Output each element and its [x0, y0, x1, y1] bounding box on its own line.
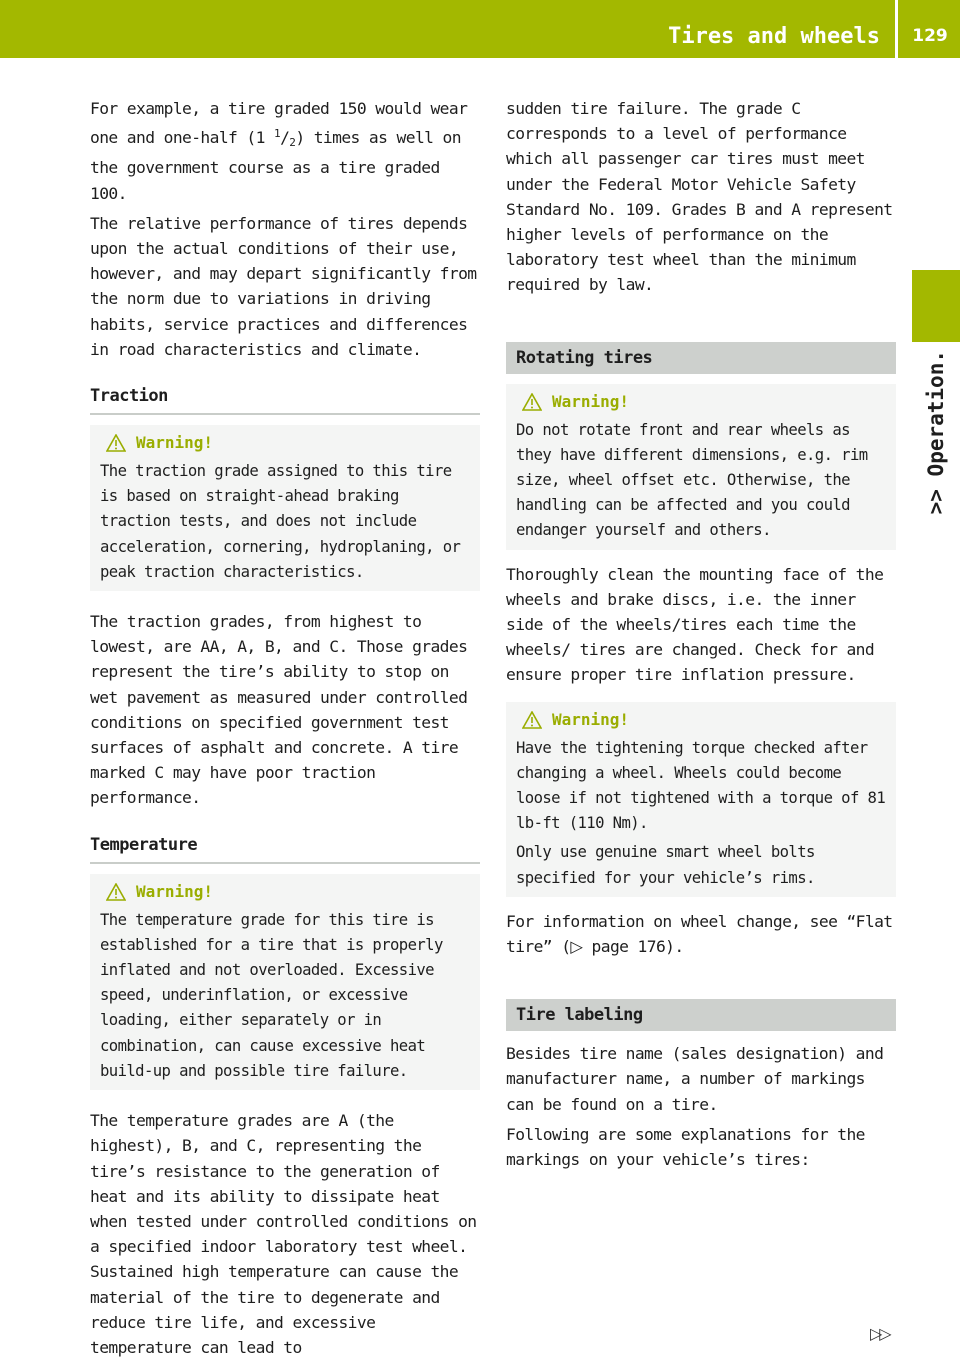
torque-warning-text: Have the tightening torque checked after changing a wheel. Wheels could become loose if not tightened with a torque of 81 lb-ft (110 Nm). — [516, 738, 886, 833]
traction-heading: Traction — [90, 384, 480, 415]
intro-paragraph-2: The relative performance of tires depends upon the actual conditions of their use, however, and may depart significantly from the norm due to variations in driving habits, service practices and differences in road characteristics and climate. — [90, 213, 477, 359]
temperature-warning-title: Warning! — [100, 880, 470, 904]
page-reference-arrow-icon: ▷ — [570, 937, 583, 957]
traction-warning-text: The traction grade assigned to this tire is based on straight-ahead braking traction tests, and does not include acceleration, cornering, hydroplaning, or peak traction characteristics. — [100, 462, 461, 581]
traction-paragraph: The traction grades, from highest to lowest, are AA, A, B, and C. Those grades represent the tire’s ability to stop on wet pavement as measured under controlled conditions on specified government test surfaces of asphalt and concrete. A tire marked C may have poor traction performance. — [90, 612, 468, 808]
torque-warning-title: Warning! — [516, 708, 886, 732]
warning-triangle-icon — [522, 393, 542, 411]
rotating-warning-box — [506, 384, 896, 550]
warning-triangle-icon — [522, 711, 542, 729]
warning-triangle-icon — [106, 883, 126, 901]
flat-tire-paragraph: For information on wheel change, see “Flat tire” (▷ page 176). — [506, 911, 893, 957]
tire-labeling-paragraph-2: Following are some explanations for the markings on your vehicle’s tires: — [506, 1124, 865, 1170]
right-column — [506, 96, 896, 1177]
rotating-warning-title: Warning! — [516, 390, 886, 414]
tire-labeling-heading: Tire labeling — [506, 999, 896, 1031]
continue-arrows-icon: ▷▷ — [870, 1324, 889, 1343]
warning-triangle-icon — [106, 434, 126, 452]
temperature-paragraph: The temperature grades are A (the highest), B, and C, representing the tire’s resistance to the generation of heat and its ability to dissipate heat when tested under controlled conditions on a specified indoor laboratory test wheel. Sustained high temperature can cause the material of the tire to degenerate and reduce tire life, and excessive temperature can lead to — [90, 1111, 477, 1357]
continued-paragraph: sudden tire failure. The grade C corresponds to a level of performance which all passenger car tires must meet under the Federal Motor Vehicle Safety Standard No. 109. Grades B and A represent higher levels of performance on the laboratory test wheel than the minimum required by law. — [506, 99, 893, 295]
side-tab-label: >> Operation. — [924, 350, 948, 515]
page-header-title: Tires and wheels — [668, 24, 880, 49]
tire-labeling-paragraph-1: Besides tire name (sales designation) and manufacturer name, a number of markings can be found on a tire. — [506, 1044, 884, 1114]
side-tab-marker — [912, 270, 960, 342]
torque-warning-text-2: Only use genuine smart wheel bolts specified for your vehicle’s rims. — [516, 843, 815, 887]
rotating-tires-heading: Rotating tires — [506, 342, 896, 374]
left-column — [90, 96, 480, 1362]
side-tab-label-container — [914, 350, 958, 515]
temperature-warning-box — [90, 874, 480, 1090]
traction-warning-box — [90, 425, 480, 591]
temperature-warning-text: The temperature grade for this tire is established for a tire that is properly inflated and not overloaded. Excessive speed, underinflation, or excessive loading, either separately or in combination, can cause excessive heat build-up and possible tire failure. — [100, 910, 443, 1080]
temperature-heading: Temperature — [90, 833, 480, 864]
header-divider — [895, 0, 898, 58]
rotating-warning-text: Do not rotate front and rear wheels as they have different dimensions, e.g. rim size, wheel offset etc. Otherwise, the handling can be affected and you could endanger yourself and others. — [516, 420, 868, 540]
torque-warning-box — [506, 702, 896, 897]
traction-warning-title: Warning! — [100, 431, 470, 455]
rotating-paragraph: Thoroughly clean the mounting face of the wheels and brake discs, i.e. the inner side of the wheels/tires each time the wheels/ tires are changed. Check for and ensure proper tire inflation pressure. — [506, 564, 884, 685]
page-number: 129 — [912, 26, 948, 46]
intro-paragraph-1: For example, a tire graded 150 would wear one and one-half (1 $^1$/2) times as well on the government course as a tire graded 100. — [90, 99, 468, 203]
